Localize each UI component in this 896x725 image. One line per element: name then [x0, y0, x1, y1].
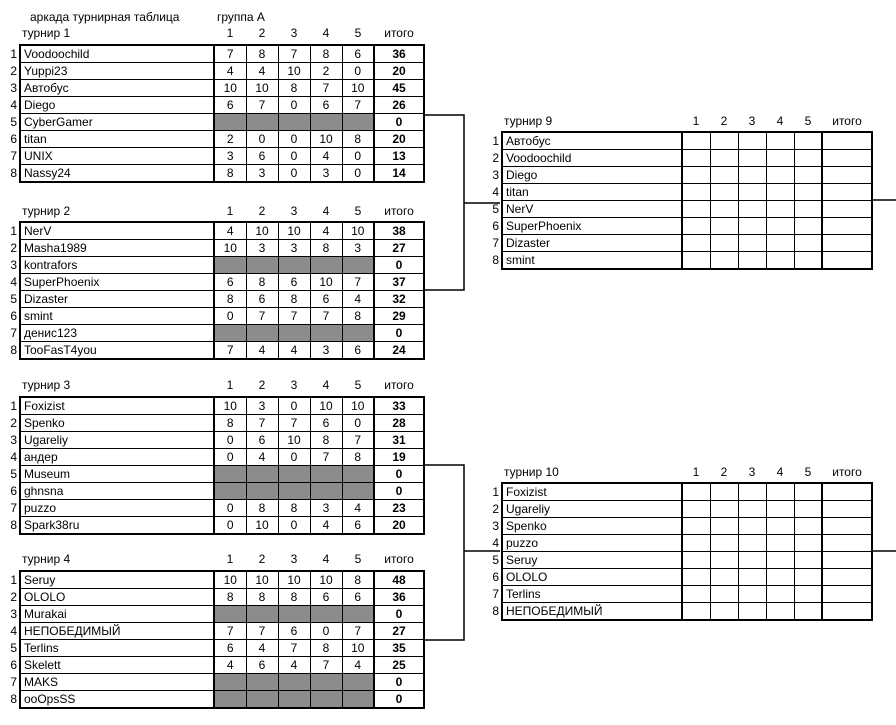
total-cell: 36	[374, 45, 424, 63]
column-header: 4	[322, 378, 330, 392]
row-number: 6	[492, 219, 499, 233]
score-cell: 10	[342, 222, 374, 240]
player-name: titan	[502, 184, 682, 201]
player-name: Spenko	[502, 518, 682, 535]
player-name: денис123	[20, 325, 214, 342]
total-cell: 0	[374, 257, 424, 274]
score-cell: 3	[214, 148, 246, 165]
row-number: 4	[492, 185, 499, 199]
row-number: 4	[10, 450, 17, 464]
column-header: 5	[354, 204, 362, 218]
score-cell: 6	[342, 589, 374, 606]
column-header: 5	[804, 114, 812, 128]
player-name: андер	[20, 449, 214, 466]
total-cell: 20	[374, 63, 424, 80]
score-cell: 8	[246, 45, 278, 63]
score-cell: 7	[246, 308, 278, 325]
column-header: 2	[258, 552, 266, 566]
total-cell: 0	[374, 606, 424, 623]
player-name: Diego	[502, 167, 682, 184]
score-cell: 4	[246, 63, 278, 80]
column-header: 1	[692, 114, 700, 128]
score-cell: 8	[278, 589, 310, 606]
total-cell: 48	[374, 571, 424, 589]
row-number: 7	[492, 236, 499, 250]
total-cell: 0	[374, 674, 424, 691]
score-cell: 6	[214, 97, 246, 114]
score-cell: 6	[278, 623, 310, 640]
row-number: 6	[10, 132, 17, 146]
row-number: 2	[10, 590, 17, 604]
total-cell: 45	[374, 80, 424, 97]
total-cell: 20	[374, 517, 424, 535]
score-cell: 6	[342, 45, 374, 63]
column-header: 5	[354, 26, 362, 40]
total-cell: 36	[374, 589, 424, 606]
total-header: итого	[384, 378, 414, 392]
player-name: НЕПОБЕДИМЫЙ	[502, 603, 682, 621]
player-name: smint	[502, 252, 682, 270]
player-name: Dizaster	[502, 235, 682, 252]
column-header: 3	[290, 552, 298, 566]
score-cell: 7	[214, 45, 246, 63]
score-cell: 6	[246, 291, 278, 308]
row-number: 5	[10, 641, 17, 655]
score-cell: 6	[246, 657, 278, 674]
score-cell: 4	[246, 342, 278, 360]
score-cell: 10	[310, 397, 342, 415]
score-cell: 7	[246, 97, 278, 114]
score-cell: 10	[246, 571, 278, 589]
score-cell: 7	[278, 45, 310, 63]
row-number: 2	[10, 241, 17, 255]
column-header: 1	[226, 204, 234, 218]
score-cell: 8	[342, 131, 374, 148]
score-cell: 4	[342, 291, 374, 308]
score-cell: 10	[310, 274, 342, 291]
total-cell: 14	[374, 165, 424, 183]
score-cell: 8	[214, 165, 246, 183]
row-number: 6	[10, 484, 17, 498]
score-cell: 7	[342, 274, 374, 291]
player-name: smint	[20, 308, 214, 325]
player-name: Voodoochild	[20, 45, 214, 63]
total-cell: 19	[374, 449, 424, 466]
score-cell: 0	[214, 500, 246, 517]
row-number: 7	[10, 675, 17, 689]
column-header: 4	[322, 26, 330, 40]
row-number: 8	[492, 604, 499, 619]
score-cell: 4	[310, 222, 342, 240]
player-name: Ugareliy	[20, 432, 214, 449]
score-cell: 7	[246, 623, 278, 640]
score-cell: 8	[214, 291, 246, 308]
total-cell: 35	[374, 640, 424, 657]
player-name: Terlins	[20, 640, 214, 657]
score-cell: 7	[278, 640, 310, 657]
row-number: 2	[10, 64, 17, 78]
row-number: 4	[492, 536, 499, 550]
column-header: 2	[258, 204, 266, 218]
score-cell: 6	[246, 148, 278, 165]
row-number: 5	[492, 553, 499, 567]
player-name: Seruy	[20, 571, 214, 589]
score-cell: 0	[246, 131, 278, 148]
score-cell: 4	[310, 148, 342, 165]
player-name: TooFasT4you	[20, 342, 214, 360]
row-number: 8	[10, 692, 17, 707]
score-cell: 4	[278, 342, 310, 360]
connector-t1-t9	[425, 115, 464, 290]
column-header: 2	[258, 26, 266, 40]
score-cell: 0	[214, 449, 246, 466]
column-header: 5	[354, 378, 362, 392]
score-cell: 4	[214, 222, 246, 240]
score-cell: 2	[214, 131, 246, 148]
player-name: Автобус	[502, 132, 682, 150]
total-cell: 33	[374, 397, 424, 415]
row-number: 5	[492, 202, 499, 216]
row-number: 3	[492, 168, 499, 182]
score-cell: 6	[310, 589, 342, 606]
score-cell: 10	[310, 131, 342, 148]
score-cell: 3	[310, 500, 342, 517]
row-number: 3	[492, 519, 499, 533]
score-cell: 0	[342, 63, 374, 80]
score-cell: 7	[278, 308, 310, 325]
column-header: 2	[720, 465, 728, 479]
total-cell: 26	[374, 97, 424, 114]
score-cell: 0	[310, 623, 342, 640]
column-header: 4	[776, 465, 784, 479]
score-cell: 8	[310, 45, 342, 63]
row-number: 5	[10, 115, 17, 129]
player-name: Museum	[20, 466, 214, 483]
column-header: 3	[290, 204, 298, 218]
score-cell: 0	[278, 131, 310, 148]
player-name: titan	[20, 131, 214, 148]
score-cell: 6	[342, 517, 374, 535]
score-cell: 6	[342, 342, 374, 360]
score-cell: 3	[310, 165, 342, 183]
score-cell: 2	[310, 63, 342, 80]
score-cell: 3	[246, 240, 278, 257]
total-cell: 27	[374, 623, 424, 640]
total-cell: 0	[374, 483, 424, 500]
score-cell: 0	[214, 432, 246, 449]
score-cell: 10	[342, 397, 374, 415]
score-cell: 4	[310, 517, 342, 535]
player-name: Yuppi23	[20, 63, 214, 80]
score-cell: 7	[278, 415, 310, 432]
player-name: OLOLO	[502, 569, 682, 586]
player-name: Foxizist	[20, 397, 214, 415]
column-header: 4	[776, 114, 784, 128]
score-cell: 8	[310, 432, 342, 449]
player-name: SuperPhoenix	[502, 218, 682, 235]
score-cell: 10	[214, 397, 246, 415]
row-number: 6	[492, 570, 499, 584]
row-number: 6	[10, 309, 17, 323]
tournament-title: турнир 1	[22, 26, 71, 40]
total-cell: 27	[374, 240, 424, 257]
player-name: НЕПОБЕДИМЫЙ	[20, 623, 214, 640]
row-number: 7	[10, 326, 17, 340]
row-number: 4	[10, 98, 17, 112]
score-cell: 6	[310, 291, 342, 308]
player-name: OLOLO	[20, 589, 214, 606]
row-number: 1	[492, 484, 499, 499]
player-name: Dizaster	[20, 291, 214, 308]
score-cell: 4	[278, 657, 310, 674]
score-cell: 10	[278, 432, 310, 449]
total-cell: 32	[374, 291, 424, 308]
player-name: kontrafors	[20, 257, 214, 274]
score-cell: 10	[310, 571, 342, 589]
score-cell: 7	[310, 308, 342, 325]
total-header: итого	[384, 552, 414, 566]
player-name: MAKS	[20, 674, 214, 691]
total-cell: 0	[374, 114, 424, 131]
score-cell: 4	[342, 657, 374, 674]
column-header: 3	[290, 26, 298, 40]
row-number: 5	[10, 467, 17, 481]
player-name: Foxizist	[502, 483, 682, 501]
score-cell: 8	[342, 308, 374, 325]
total-cell: 29	[374, 308, 424, 325]
score-cell: 0	[278, 165, 310, 183]
score-cell: 10	[214, 80, 246, 97]
total-cell: 0	[374, 691, 424, 709]
row-number: 4	[10, 624, 17, 638]
score-cell: 10	[278, 63, 310, 80]
player-name: NerV	[502, 201, 682, 218]
column-header: 1	[226, 552, 234, 566]
score-cell: 0	[278, 449, 310, 466]
score-cell: 8	[278, 80, 310, 97]
total-header: итого	[384, 26, 414, 40]
player-name: Diego	[20, 97, 214, 114]
score-cell: 10	[246, 80, 278, 97]
total-header: итого	[384, 204, 414, 218]
total-cell: 37	[374, 274, 424, 291]
row-number: 1	[10, 46, 17, 61]
total-cell: 20	[374, 131, 424, 148]
player-name: Murakai	[20, 606, 214, 623]
row-number: 2	[10, 416, 17, 430]
tournament-title: турнир 2	[22, 204, 71, 218]
score-cell: 6	[214, 274, 246, 291]
row-number: 6	[10, 658, 17, 672]
score-cell: 8	[246, 500, 278, 517]
column-header: 2	[720, 114, 728, 128]
score-cell: 10	[214, 240, 246, 257]
total-cell: 25	[374, 657, 424, 674]
column-header: 3	[290, 378, 298, 392]
score-cell: 7	[342, 623, 374, 640]
total-cell: 28	[374, 415, 424, 432]
column-header: 5	[804, 465, 812, 479]
column-header: 2	[258, 378, 266, 392]
row-number: 8	[10, 518, 17, 533]
player-name: Nassy24	[20, 165, 214, 183]
score-cell: 10	[342, 640, 374, 657]
score-cell: 8	[278, 291, 310, 308]
player-name: puzzo	[20, 500, 214, 517]
player-name: ghnsna	[20, 483, 214, 500]
score-cell: 0	[214, 517, 246, 535]
row-number: 3	[10, 433, 17, 447]
total-cell: 0	[374, 466, 424, 483]
row-number: 2	[492, 151, 499, 165]
score-cell: 3	[278, 240, 310, 257]
total-cell: 38	[374, 222, 424, 240]
player-name: NerV	[20, 222, 214, 240]
tournament-title: турнир 4	[22, 552, 71, 566]
score-cell: 7	[310, 449, 342, 466]
score-cell: 10	[214, 571, 246, 589]
score-cell: 7	[310, 80, 342, 97]
score-cell: 10	[278, 571, 310, 589]
total-cell: 0	[374, 325, 424, 342]
score-cell: 7	[310, 657, 342, 674]
row-number: 7	[10, 501, 17, 515]
player-name: Ugareliy	[502, 501, 682, 518]
score-cell: 3	[246, 165, 278, 183]
total-cell: 31	[374, 432, 424, 449]
row-number: 7	[492, 587, 499, 601]
player-name: Spark38ru	[20, 517, 214, 535]
tournament-title: турнир 3	[22, 378, 71, 392]
score-cell: 10	[246, 517, 278, 535]
column-header: 4	[322, 204, 330, 218]
score-cell: 0	[342, 148, 374, 165]
score-cell: 8	[214, 589, 246, 606]
score-cell: 10	[278, 222, 310, 240]
score-cell: 0	[342, 165, 374, 183]
column-header: 4	[322, 552, 330, 566]
score-cell: 3	[342, 240, 374, 257]
score-cell: 0	[342, 415, 374, 432]
row-number: 7	[10, 149, 17, 163]
column-header: 3	[748, 114, 756, 128]
score-cell: 4	[246, 449, 278, 466]
tournament-title: турнир 10	[504, 465, 559, 479]
score-cell: 0	[278, 97, 310, 114]
score-cell: 8	[310, 240, 342, 257]
score-cell: 4	[214, 657, 246, 674]
score-cell: 7	[214, 342, 246, 360]
tournament-title: турнир 9	[504, 114, 553, 128]
row-number: 3	[10, 258, 17, 272]
player-name: SuperPhoenix	[20, 274, 214, 291]
row-number: 1	[10, 398, 17, 413]
score-cell: 7	[246, 415, 278, 432]
score-cell: 7	[342, 432, 374, 449]
score-cell: 8	[342, 571, 374, 589]
score-cell: 3	[246, 397, 278, 415]
total-header: итого	[832, 465, 862, 479]
score-cell: 4	[246, 640, 278, 657]
player-name: ooOpsSS	[20, 691, 214, 709]
column-header: 1	[692, 465, 700, 479]
row-number: 3	[10, 607, 17, 621]
score-cell: 0	[278, 148, 310, 165]
total-cell: 24	[374, 342, 424, 360]
score-cell: 4	[342, 500, 374, 517]
player-name: Skelett	[20, 657, 214, 674]
group-label: группа А	[217, 10, 265, 24]
score-cell: 0	[278, 397, 310, 415]
connector-t3-t10	[425, 465, 464, 640]
total-cell: 13	[374, 148, 424, 165]
score-cell: 6	[278, 274, 310, 291]
score-cell: 7	[214, 623, 246, 640]
score-cell: 6	[310, 415, 342, 432]
player-name: Seruy	[502, 552, 682, 569]
player-name: Terlins	[502, 586, 682, 603]
score-cell: 10	[246, 222, 278, 240]
score-cell: 8	[246, 589, 278, 606]
score-cell: 8	[214, 415, 246, 432]
row-number: 1	[10, 223, 17, 238]
score-cell: 4	[214, 63, 246, 80]
score-cell: 7	[342, 97, 374, 114]
row-number: 1	[492, 133, 499, 148]
row-number: 8	[10, 343, 17, 358]
row-number: 3	[10, 81, 17, 95]
player-name: puzzo	[502, 535, 682, 552]
row-number: 8	[492, 253, 499, 268]
score-cell: 6	[246, 432, 278, 449]
player-name: Автобус	[20, 80, 214, 97]
score-cell: 8	[342, 449, 374, 466]
score-cell: 8	[310, 640, 342, 657]
sheet-title: аркада турнирная таблица	[30, 10, 180, 24]
score-cell: 6	[214, 640, 246, 657]
column-header: 1	[226, 26, 234, 40]
column-header: 1	[226, 378, 234, 392]
row-number: 4	[10, 275, 17, 289]
score-cell: 0	[214, 308, 246, 325]
row-number: 8	[10, 166, 17, 181]
score-cell: 10	[342, 80, 374, 97]
score-cell: 3	[310, 342, 342, 360]
player-name: CyberGamer	[20, 114, 214, 131]
total-header: итого	[832, 114, 862, 128]
row-number: 5	[10, 292, 17, 306]
column-header: 5	[354, 552, 362, 566]
row-number: 2	[492, 502, 499, 516]
score-cell: 6	[310, 97, 342, 114]
score-cell: 0	[278, 517, 310, 535]
player-name: UNIX	[20, 148, 214, 165]
player-name: Masha1989	[20, 240, 214, 257]
score-cell: 8	[246, 274, 278, 291]
player-name: Voodoochild	[502, 150, 682, 167]
row-number: 1	[10, 572, 17, 587]
total-cell: 23	[374, 500, 424, 517]
player-name: Spenko	[20, 415, 214, 432]
score-cell: 8	[278, 500, 310, 517]
column-header: 3	[748, 465, 756, 479]
